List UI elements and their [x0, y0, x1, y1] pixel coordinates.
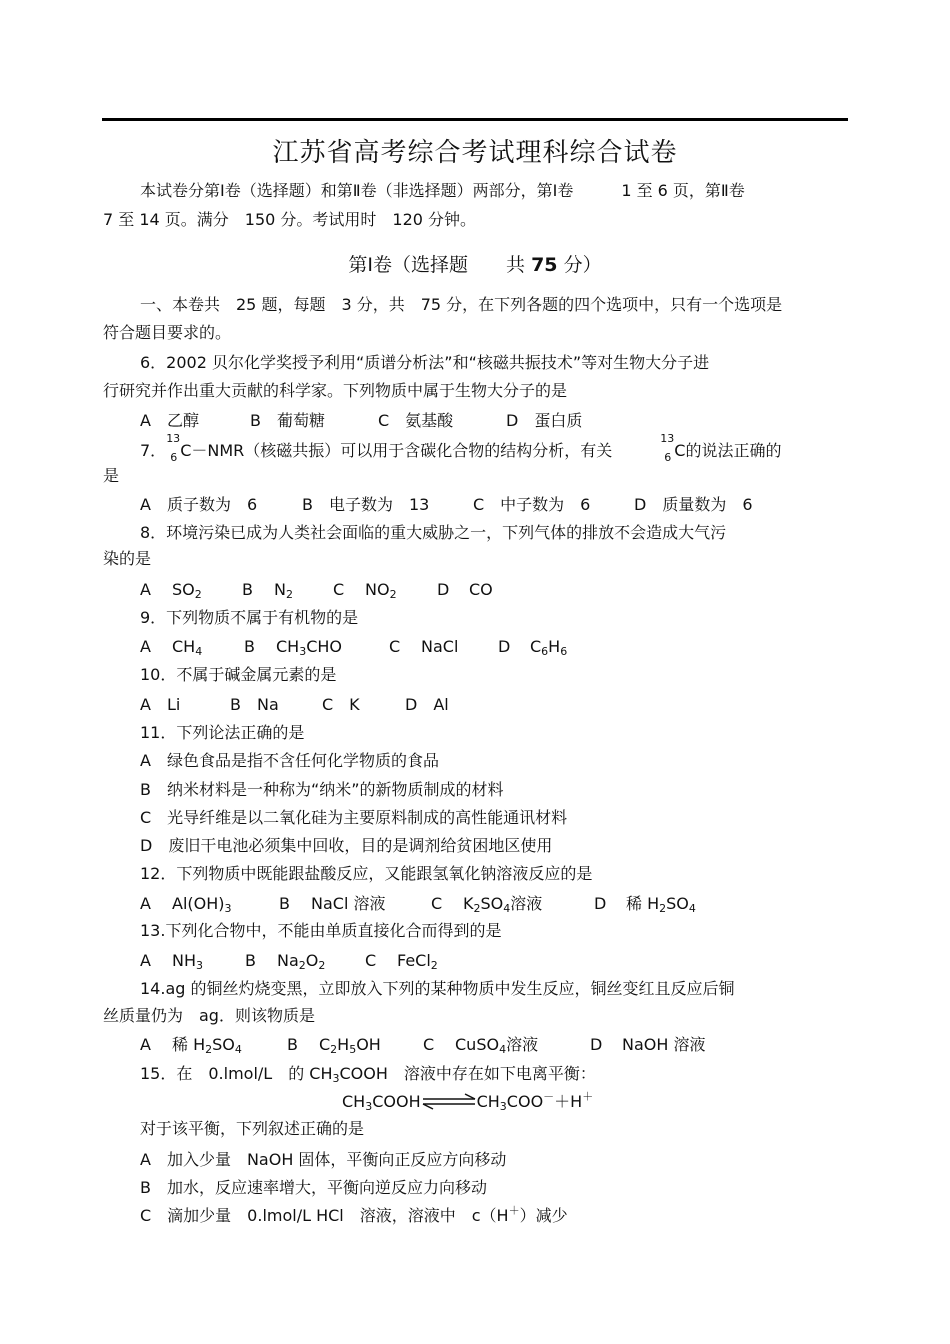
q7-stem-2: 是 [103, 466, 120, 485]
q8-option-a: A $SO_2$ [140, 580, 202, 601]
q9-stem: 9．下列物质不属于有机物的是 [140, 608, 359, 627]
q7-stem-mid: －NMR（核磁共振）可以用于含碳化合物的结构分析，有关 [191, 441, 613, 460]
q11-stem: 11．下列论法正确的是 [140, 723, 305, 742]
instructions-line-1: 一、本卷共 25 题，每题 3 分，共 75 分，在下列各题的四个选项中，只有一个选项是 [140, 295, 783, 314]
q7-option-a: A 质子数为 6 [140, 495, 258, 514]
q6-option-b: B 葡萄糖 [250, 411, 325, 430]
q7-isotope-1 [166, 432, 181, 464]
top-rule [102, 118, 848, 121]
q7-option-c: C 中子数为 6 [473, 495, 591, 514]
q14-option-a: A 稀 $H_2SO_4$ [140, 1035, 242, 1056]
section-heading-post: 分） [557, 254, 602, 276]
q6-option-d: D 蛋白质 [506, 411, 583, 430]
eq-reactant: $CH_3COOH$ [342, 1092, 421, 1113]
q15-stem-1: 15．在 0.lmol/L 的 $CH_3COOH$ 溶液中存在如下电离平衡： [140, 1064, 596, 1085]
q9-option-b: B $CH_3CHO$ [244, 637, 342, 658]
eq-product: $CH_3COO^-$ [476, 1090, 555, 1113]
q10-option-d: D Al [405, 695, 449, 714]
q14-option-c: C CuSO$_4$溶液 [423, 1035, 539, 1056]
q11-option-b: B 纳米材料是一种称为“纳米”的新物质制成的材料 [140, 780, 504, 799]
q7-stem-end: 的说法正确的 [685, 441, 782, 460]
q13-option-c: C FeCl$_2$ [365, 951, 438, 972]
instructions-line-2: 符合题目要求的。 [103, 323, 232, 342]
q13-option-a: A $NH_3$ [140, 951, 203, 972]
q15-equilibrium-equation [342, 1090, 593, 1114]
q14-option-d: D NaOH 溶液 [590, 1035, 706, 1054]
q15-stem-2: 对于该平衡，下列叙述正确的是 [140, 1119, 365, 1138]
q10-stem: 10．不属于碱金属元素的是 [140, 665, 337, 684]
equilibrium-arrows-icon [421, 1090, 477, 1114]
q12-option-c: C $K_2SO_4$溶液 [431, 894, 543, 915]
q13-stem: 13.下列化合物中，不能由单质直接化合而得到的是 [140, 921, 502, 940]
q7-option-d: D 质量数为 6 [634, 495, 753, 514]
eq-proton: ＋H＋ [554, 1090, 594, 1111]
q6-stem-2: 行研究并作出重大贡献的科学家。下列物质中属于生物大分子的是 [103, 381, 568, 400]
q7-number: 7． [140, 441, 167, 460]
section-heading-pre: 第Ⅰ卷（选择题 共 [348, 254, 532, 276]
q7-atomic-number: 6 [170, 451, 178, 464]
q8-stem-1: 8．环境污染已成为人类社会面临的重大威胁之一，下列气体的排放不会造成大气污 [140, 523, 727, 542]
q9-option-d: D $C_6H_6$ [498, 637, 568, 658]
q13-option-b: B $Na_2O_2$ [245, 951, 326, 972]
q12-option-a: A $Al(OH)_3$ [140, 894, 232, 915]
q11-option-d: D 废旧干电池必须集中回收，目的是调剂给贫困地区使用 [140, 836, 553, 855]
q11-option-a: A 绿色食品是指不含任何化学物质的食品 [140, 751, 439, 770]
q8-option-d: D CO [437, 580, 493, 599]
q10-option-b: B Na [230, 695, 279, 714]
q6-option-a: A 乙醇 [140, 411, 199, 430]
q11-option-c: C 光导纤维是以二氧化硅为主要原料制成的高性能通讯材料 [140, 808, 568, 827]
section-heading-points: 75 [531, 254, 558, 276]
q14-stem-2: 丝质量仍为 ag．则该物质是 [103, 1006, 315, 1025]
page-title: 江苏省高考综合考试理科综合试卷 [272, 138, 678, 168]
q8-option-c: C $NO_2$ [333, 580, 397, 601]
q7-isotope-2: 13 6 [660, 432, 675, 464]
intro-line-1: 本试卷分第Ⅰ卷（选择题）和第Ⅱ卷（非选择题）两部分，第Ⅰ卷 1 至 6 页，第Ⅱ卷 [140, 181, 745, 200]
q15-option-c: C 滴加少量 0.lmol/L HCl 溶液，溶液中 c（H＋）减少 [140, 1204, 568, 1225]
section-heading [0, 250, 950, 277]
q7-mass-number: 13 [166, 432, 181, 445]
q6-stem-1: 6．2002 贝尔化学奖授予利用“质谱分析法”和“核磁共振技术”等对生物大分子进 [140, 353, 710, 372]
q6-option-c: C 氨基酸 [378, 411, 454, 430]
q10-option-a: A Li [140, 695, 181, 714]
intro-line-2: 7 至 14 页。满分 150 分。考试用时 120 分钟。 [103, 210, 477, 229]
q8-option-b: B $N_2$ [242, 580, 293, 601]
q7-element: C [180, 441, 192, 460]
q12-stem: 12．下列物质中既能跟盐酸反应，又能跟氢氧化钠溶液反应的是 [140, 864, 593, 883]
q12-option-b: B NaCl 溶液 [279, 894, 386, 913]
q14-option-b: B $C_2H_5OH$ [287, 1035, 381, 1056]
q9-option-c: C NaCl [389, 637, 459, 656]
q15-option-b: B 加水，反应速率增大，平衡向逆反应力向移动 [140, 1178, 487, 1197]
q7-option-b: B 电子数为 13 [302, 495, 430, 514]
q8-stem-2: 染的是 [103, 549, 152, 568]
q9-option-a: A $CH_4$ [140, 637, 203, 658]
q12-option-d: D 稀 $H_2SO_4$ [594, 894, 696, 915]
q7-stem-1: 7． 13 6 C－NMR（核磁共振）可以用于含碳化合物的结构分析，有关 13 6 C的说法正确的 [140, 432, 782, 464]
q15-option-a: A 加入少量 NaOH 固体，平衡向正反应方向移动 [140, 1150, 507, 1169]
q10-option-c: C K [322, 695, 360, 714]
q14-stem-1: 14.ag 的铜丝灼烧变黑，立即放入下列的某种物质中发生反应，铜丝变红且反应后铜 [140, 979, 735, 998]
